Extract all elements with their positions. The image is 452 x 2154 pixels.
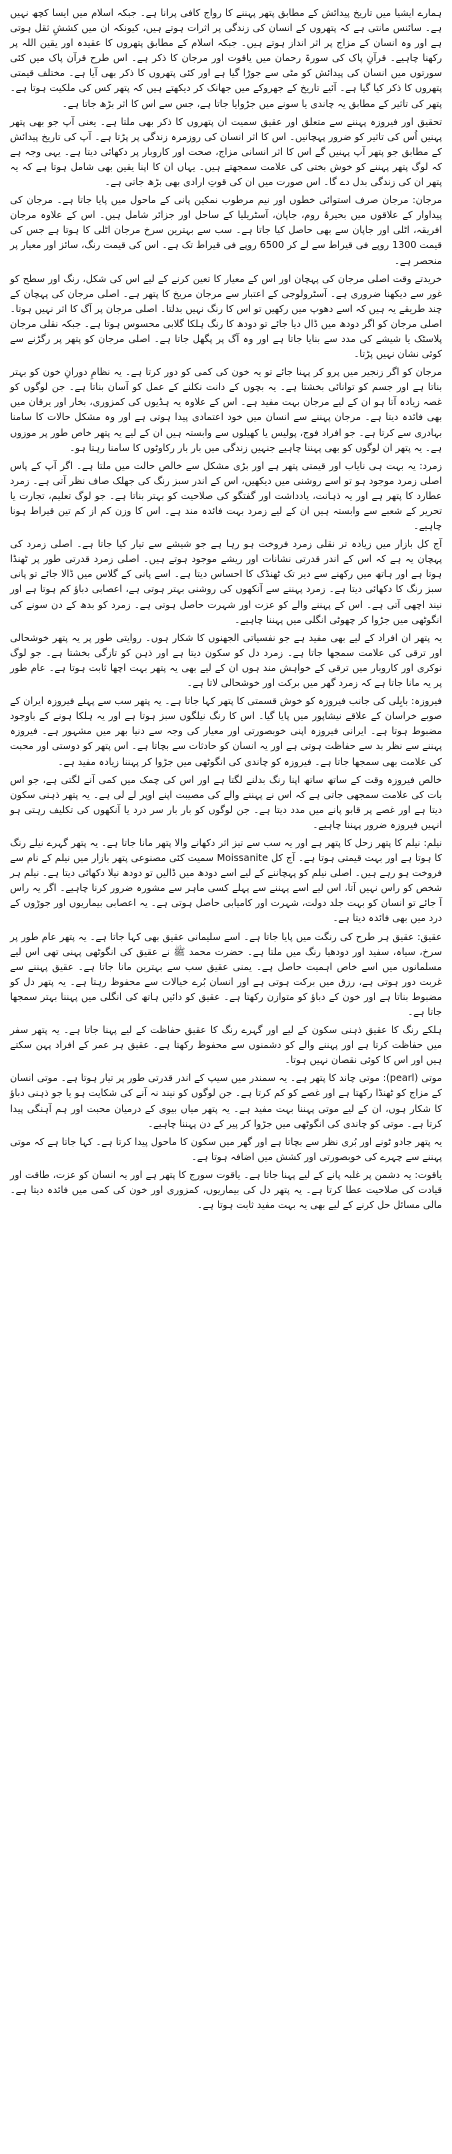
article-paragraph-zamurd-benefits: یہ پتھر ان افراد کے لیے بھی مفید ہے جو نفسیاتی الجھنوں کا شکار ہوں۔ روایتی طور پر یہ پتھر خوشحالی اور ترقی کی علامت سمجھا جاتا ہے۔ زمرد دل کو سکون دیتا ہے اور ذہن کو تازگی بخشتا ہے۔ جو لوگ نوکری اور کاروبار میں ترقی کے خواہش مند ہوں ان کے لیے بھی یہ پتھر بہت اچھا ثابت ہوتا ہے۔ عام طور پر یہ مانا جاتا ہے کہ زمرد گھر میں برکت اور خوشحالی لاتا ہے۔ xyxy=(10,632,442,690)
article-paragraph-aqeeq: عقیق: عقیق ہر طرح کی رنگت میں پایا جاتا ہے۔ اسے سلیمانی عقیق بھی کہا جاتا ہے۔ یہ پتھر عام طور پر سرخ، سیاہ، سفید اور دودھیا رنگ میں ملتا ہے۔ حضرت محمد ﷺ نے عقیق کی انگوٹھی پہنی تھی اس لیے مسلمانوں میں اسے خاص اہمیت حاصل ہے۔ یمنی عقیق سب سے بہترین مانا جاتا ہے۔ عقیق پہننے سے غربت دور ہوتی ہے، رزق میں برکت ہوتی ہے اور انسان بُرے خیالات سے محفوظ رہتا ہے۔ یہ پتھر دل کو مضبوط بناتا ہے اور خون کے دباؤ کو متوازن رکھتا ہے۔ عقیق کو دائیں ہاتھ کی انگلی میں پہننا بہتر سمجھا جاتا ہے۔ xyxy=(10,931,442,1018)
article-paragraph-marjan-intro: مرجان: مرجان صرف استوائی خطوں اور نیم مرطوب نمکین پانی کے ماحول میں پایا جاتا ہے۔ مرجان کی پیداوار کے علاقوں میں بحیرۂ روم، جاپان، آسٹریلیا کے ساحل اور جزائر شامل ہیں۔ اس کے علاوہ مرجان افریقہ، اٹلی اور جاپان سے بھی حاصل کیا جاتا ہے۔ سب سے بہترین سرخ مرجان اٹلی کا ہوتا ہے جس کی قیمت 1300 روپے فی قیراط سے لے کر 6500 روپے فی قیراط تک ہے۔ اس کی قیمت رنگ، سائز اور معیار پر منحصر ہے۔ xyxy=(10,195,442,267)
article-paragraph-marjan-benefits: مرجان کو اگر زنجیر میں پرو کر پہنا جائے تو یہ خون کی کمی کو دور کرتا ہے۔ یہ نظامِ دورانِ خون کو بہتر بناتا ہے اور جسم کو توانائی بخشتا ہے۔ یہ بچوں کے دانت نکلنے کے عمل کو آسان بناتا ہے۔ جن لوگوں کو غصہ زیادہ آتا ہو ان کے لیے مرجان بہت مفید ہے۔ اس کے علاوہ یہ ہڈیوں کی کمزوری، بخار اور یرقان میں بھی فائدہ دیتا ہے۔ مرجان پہننے سے انسان میں خود اعتمادی پیدا ہوتی ہے اور وہ مشکل حالات کا سامنا بہادری سے کرتا ہے۔ جو افراد فوج، پولیس یا کھیلوں سے وابستہ ہیں ان کے لیے یہ پتھر خاص طور پر موزوں ہے۔ یہ پتھر ان لوگوں کو بھی پہننا چاہیے جنہیں زندگی میں بار بار رکاوٹوں کا سامنا رہتا ہو۔ xyxy=(10,367,442,454)
article-paragraph-moti-benefits: یہ پتھر جادو ٹونے اور بُری نظر سے بچاتا ہے اور گھر میں سکون کا ماحول پیدا کرتا ہے۔ کہا جاتا ہے کہ موتی پہننے سے چہرے کی خوبصورتی اور کشش میں اضافہ ہوتا ہے۔ xyxy=(10,1136,442,1163)
article-paragraph-neelam: نیلم: نیلم کا پتھر زحل کا پتھر ہے اور یہ سب سے تیز اثر دکھانے والا پتھر مانا جاتا ہے۔ یہ پتھر گہرے نیلے رنگ کا ہوتا ہے اور بہت قیمتی ہوتا ہے۔ آج کل Moissanite سمیت کئی مصنوعی پتھر بازار میں نیلم کے نام سے فروخت ہو رہے ہیں۔ اصلی نیلم کو پہچاننے کے لیے اسے دودھ میں ڈالیں تو دودھ نیلا دکھائی دیتا ہے۔ نیلم ہر شخص کو راس نہیں آتا، اس لیے اسے پہننے سے پہلے کسی ماہر سے مشورہ ضرور کرنا چاہیے۔ اگر یہ راس آ جائے تو انسان کو بہت جلد دولت، شہرت اور کامیابی حاصل ہوتی ہے۔ یہ اعصابی بیماریوں اور جوڑوں کے درد میں بھی فائدہ دیتا ہے۔ xyxy=(10,837,442,925)
article-paragraph-zamurd-identification: آج کل بازار میں زیادہ تر نقلی زمرد فروخت ہو رہا ہے جو شیشے سے تیار کیا جاتا ہے۔ اصلی زمرد کی پہچان یہ ہے کہ اس کے اندر قدرتی نشانات اور ریشے موجود ہوتے ہیں۔ اصلی زمرد قدرتی طور پر ٹھنڈا ہوتا ہے اور ہاتھ میں رکھنے سے دیر تک ٹھنڈک کا احساس دیتا ہے۔ اسے پانی کے گلاس میں ڈالا جائے تو پانی سبز رنگ کا دکھائی دیتا ہے۔ زمرد پہننے سے آنکھوں کی روشنی بہتر ہوتی ہے، اعصابی دباؤ کم ہوتا ہے اور نیند اچھی آتی ہے۔ اس کے پہننے والے کو عزت اور شہرت حاصل ہوتی ہے۔ زمرد کو بدھ کے دن سونے کی انگوٹھی میں جڑوا کر چھوٹی انگلی میں پہننا چاہیے۔ xyxy=(10,539,442,626)
article-paragraph-aqeeq-feroza: تحقیق اور فیروزہ پہننے سے متعلق اور عقیق سمیت ان پتھروں کا ذکر بھی ملتا ہے۔ یعنی آپ جو بھی پتھر پہنیں اُس کی تاثیر کو ضرور پہچانیں۔ اس کا اثر انسان کی روزمرہ زندگی پر پڑتا ہے۔ آپ کی تاریخ پیدائش کے مطابق جو پتھر آپ پہنیں گے اس کا اثر انسانی مزاج، صحت اور کاروبار پر دکھائی دیتا ہے۔ یہی وجہ ہے کہ لوگ پتھر پہننے کو خوش بختی کی علامت سمجھتے ہیں۔ یہاں ان کا اپنا یقین بھی شامل ہوتا ہے کہ یہ پتھر ان کی زندگی بدل دے گا۔ اس صورت میں ان کی قوتِ ارادی بھی بڑھ جاتی ہے۔ xyxy=(10,116,442,189)
article-paragraph-feroza-benefits: خالص فیروزہ وقت کے ساتھ ساتھ اپنا رنگ بدلنے لگتا ہے اور اس کی چمک میں کمی آنے لگتی ہے، جو اس بات کی علامت سمجھی جاتی ہے کہ اس نے پہننے والے کی مصیبت اپنے اوپر لے لی ہے۔ یہ پتھر ذہنی سکون دیتا ہے اور غصے پر قابو پانے میں مدد دیتا ہے۔ جن لوگوں کو بار بار سر درد یا آنکھوں کی تکلیف رہتی ہو انہیں فیروزہ ضرور پہننا چاہیے۔ xyxy=(10,774,442,831)
article-paragraph-intro: ہمارے ایشیا میں تاریخ پیدائش کے مطابق پتھر پہننے کا رواج کافی پرانا ہے۔ جبکہ اسلام میں ایسا کچھ نہیں ہے۔ سائنس مانتی ہے کہ پتھروں کے انسان کی زندگی پر اثرات ہوتے ہیں، کیونکہ ان میں کششِ ثقل ہوتی ہے اور وہ انسان کے مزاج پر اثر انداز ہوتے ہیں۔ جبکہ اسلام کے مطابق پتھروں کا عقیدہ اور یقین اللہ پر رکھنا چاہیے۔ قرآنِ پاک کی سورۃ رحمان میں یاقوت اور مرجان کا ذکر ہے۔ اس طرح قرآن پاک میں کئی سورتوں میں انسان کی پیدائش کو مٹی سے جوڑا گیا ہے اور کئی پتھروں کا ذکر بھی آیا ہے۔ مختلف قیمتی پتھروں کا ذکر کیا گیا ہے۔ آئیے تاریخ کے جھروکے میں جھانک کر دیکھتے ہیں کہ پتھر کس کی ملکیت ہوتا ہے۔ پتھر کی تاثیر کے مطابق یہ چاندی یا سونے میں جڑوایا جاتا ہے، جس سے اس کا اثر بڑھ جاتا ہے۔ xyxy=(10,8,442,110)
article-paragraph-feroza-intro: فیروزہ: بابِلی کی جانب فیروزہ کو خوش قسمتی کا پتھر کہا جاتا ہے۔ یہ پتھر سب سے پہلے فیروزہ ایران کے صوبے خراسان کے علاقے نیشاپور میں پایا گیا۔ اس کا رنگ نیلگوں سبز ہوتا ہے اور یہ ہلکا ہونے کے باوجود مضبوط ہوتا ہے۔ ایرانی فیروزہ اپنی خوبصورتی اور معیار کی وجہ سے دنیا بھر میں مشہور ہے۔ فیروزہ پہننے سے نظر بد سے حفاظت ہوتی ہے اور یہ انسان کو حادثات سے بچاتا ہے۔ اس پتھر کو دوستی اور محبت کی علامت بھی سمجھا جاتا ہے۔ فیروزہ کو چاندی کی انگوٹھی میں جڑوا کر پہننا زیادہ مفید ہے۔ xyxy=(10,696,442,768)
article-paragraph-zamurd-intro: زمرد: یہ بہت ہی نایاب اور قیمتی پتھر ہے اور بڑی مشکل سے خالص حالت میں ملتا ہے۔ اگر آپ کے پاس اصلی زمرد موجود ہو تو اسے روشنی میں دیکھیں، اس کے اندر سبز رنگ کی جھلک صاف نظر آتی ہے۔ زمرد عطارد کا پتھر ہے اور یہ ذہانت، یادداشت اور گفتگو کی صلاحیت کو بہتر بناتا ہے۔ جو لوگ تعلیم، تجارت یا تحریر کے شعبے سے وابستہ ہیں ان کے لیے زمرد بہت فائدہ مند ہے۔ اس کا وزن کم از کم تین قیراط ہونا چاہیے۔ xyxy=(10,460,442,533)
article-paragraph-marjan-identification: خریدتے وقت اصلی مرجان کی پہچان اور اس کے معیار کا تعین کرنے کے لیے اس کی شکل، رنگ اور سطح کو غور سے دیکھنا ضروری ہے۔ آسٹرولوجی کے اعتبار سے مرجان مریخ کا پتھر ہے۔ اصلی مرجان کی پہچان کے چند طریقے یہ ہیں کہ اسے دھوپ میں رکھیں تو اس کا رنگ نہیں بدلتا۔ اصلی مرجان پر آگ کا اثر نہیں ہوتا۔ اصلی مرجان کو اگر دودھ میں ڈال دیا جائے تو دودھ کا رنگ ہلکا گلابی محسوس ہوتا ہے۔ جبکہ نقلی مرجان پلاسٹک یا شیشے کی مدد سے بنایا جاتا ہے اور وہ آگ پر پگھل جاتا ہے۔ اصلی مرجان کو پتھر پر رگڑنے سے کوئی نشان نہیں پڑتا۔ xyxy=(10,273,442,361)
article-paragraph-yaqoot: یاقوت: یہ دشمن پر غلبہ پانے کے لیے پہنا جاتا ہے۔ یاقوت سورج کا پتھر ہے اور یہ انسان کو عزت، طاقت اور قیادت کی صلاحیت عطا کرتا ہے۔ یہ پتھر دل کی بیماریوں، کمزوری اور خون کی کمی میں فائدہ دیتا ہے۔ مالی مسائل حل کرنے کے لیے بھی یہ بہت مفید ثابت ہوتا ہے۔ xyxy=(10,1169,442,1212)
article-paragraph-moti: موتی (pearl): موتی چاند کا پتھر ہے۔ یہ سمندر میں سیپ کے اندر قدرتی طور پر تیار ہوتا ہے۔ موتی انسان کے مزاج کو ٹھنڈا رکھتا ہے اور غصے کو کم کرتا ہے۔ جن لوگوں کو نیند نہ آنے کی شکایت ہو یا جو ذہنی دباؤ کا شکار ہوں، ان کے لیے موتی پہننا بہت مفید ہے۔ یہ پتھر میاں بیوی کے درمیان محبت اور ہم آہنگی پیدا کرتا ہے۔ موتی کو چاندی کی انگوٹھی میں جڑوا کر پیر کے دن پہننا چاہیے۔ xyxy=(10,1073,442,1130)
article-paragraph-aqeeq-colors: ہلکے رنگ کا عقیق ذہنی سکون کے لیے اور گہرے رنگ کا عقیق حفاظت کے لیے پہنا جاتا ہے۔ یہ پتھر سفر میں حفاظت کرتا ہے اور پہننے والے کو دشمنوں سے محفوظ رکھتا ہے۔ عقیق ہر عمر کے افراد پہن سکتے ہیں اور اس کا کوئی نقصان نہیں ہوتا۔ xyxy=(10,1025,442,1067)
